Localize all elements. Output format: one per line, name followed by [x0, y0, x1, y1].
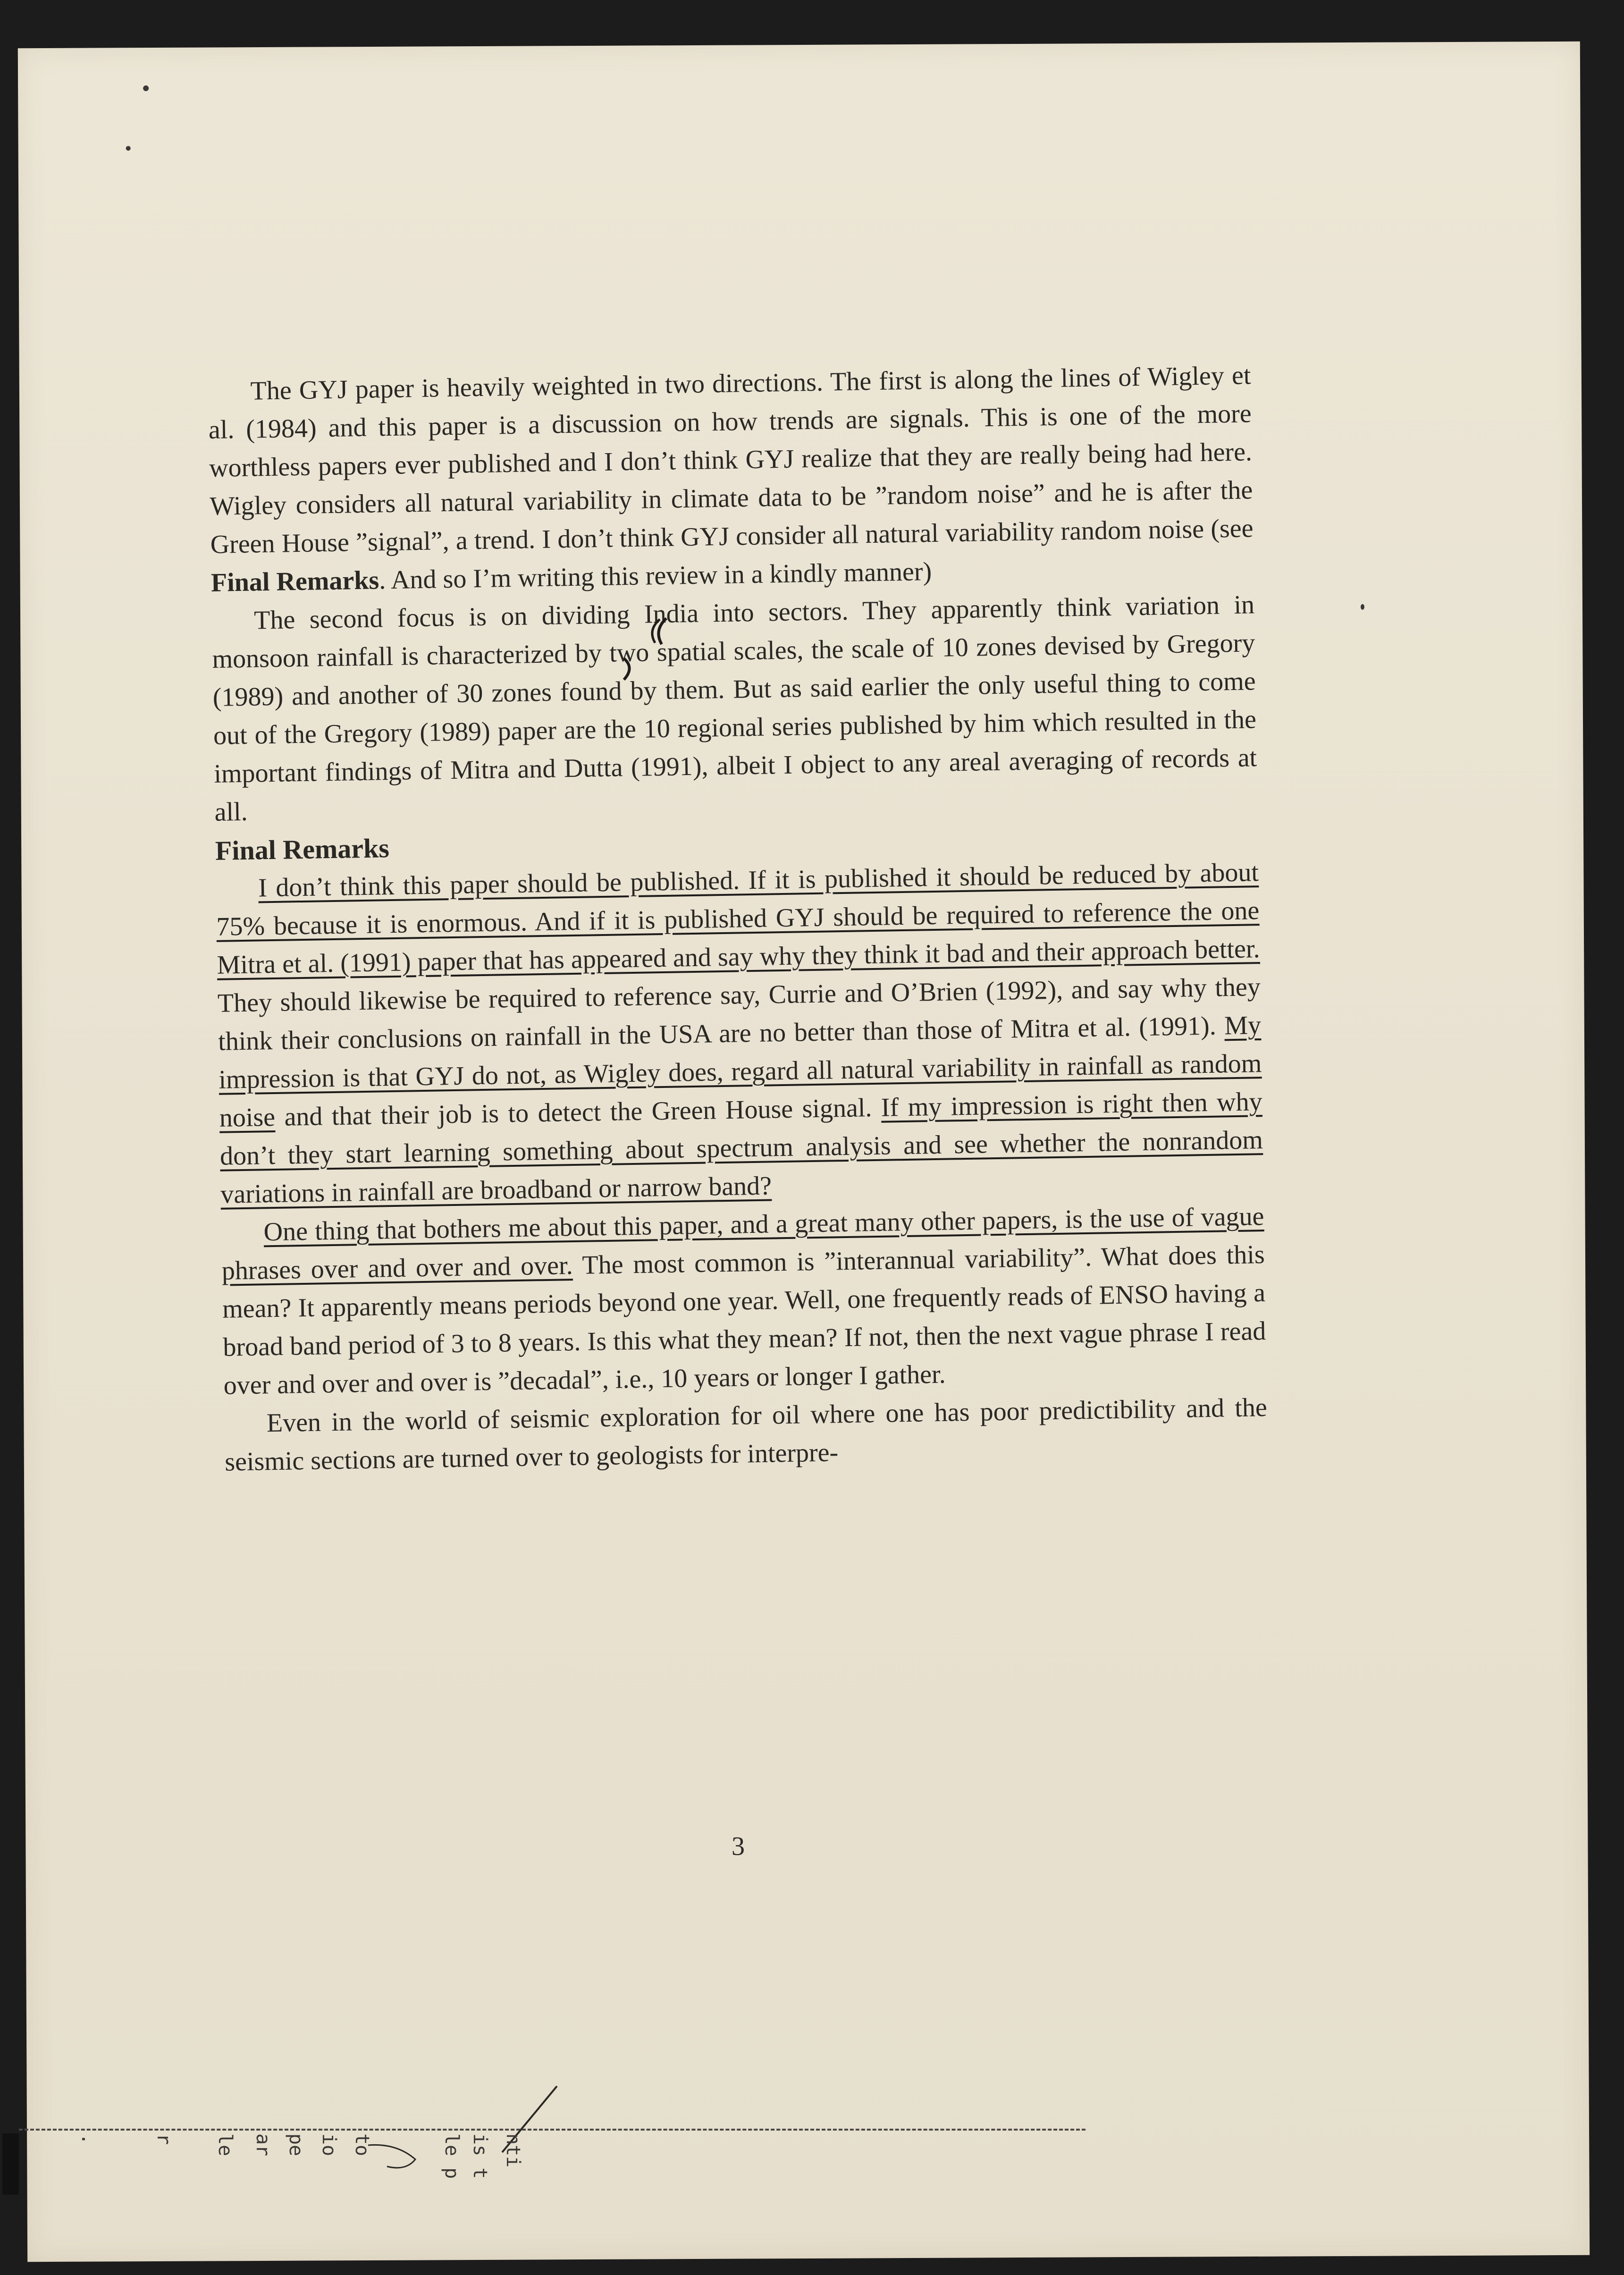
section-heading-final-remarks: Final Remarks — [215, 833, 390, 866]
underlined-passage: I don’t think this paper should be published. If it is published it should be reduced by about 75% because it is enormous. And if it is published GYJ should be required to reference the one Mitra et al. (1991) paper that has appeared and say why they think it bad and their approach better. — [216, 858, 1260, 980]
punch-mark — [1361, 604, 1364, 610]
paragraph-3-text: They should likewise be required to reference say, Currie and O’Brien (1992), and say why they think their conclusions on rainfall in the USA are no better than those of Mitra et al. (1991). — [217, 972, 1261, 1056]
stub-fragment: io — [318, 2133, 340, 2157]
paragraph-2: The second focus is on dividing India into sectors. They apparently think variation in monsoon rainfall is characterized by two spatial scales, the scale of 10 zones devised by Gregory (1989) and another of 30 zones found by them. But as said earlier the only useful thing to come out of the Gregory (1989) paper are the 10 regional series published by him which resulted in the important findings of Mitra and Dutta (1991), albeit I object to any areal averaging of records at all. — [212, 590, 1257, 827]
stub-fragment: le p — [441, 2133, 463, 2179]
underlined-passage: If my impression is right then why don’t they start learning something about spectrum analysis and see whether the nonrandom variations in rainfall are broadband or narrow band? — [219, 1087, 1263, 1209]
stub-fragment: . — [77, 2133, 99, 2145]
carbon-stub-strip — [19, 2115, 1104, 2199]
stub-fragment: ar — [252, 2133, 274, 2157]
underlined-passage: My impression is that GYJ do not, as Wigley does, regard all natural variability in rainfall as random noise — [219, 1011, 1262, 1133]
review-text — [208, 356, 1268, 1481]
paragraph-1-text: The GYJ paper is heavily weighted in two directions. The first is along the lines of Wigley et al. (1984) and this paper is a discussion on how trends are signals. This is one of the more worthless papers ever published and I don’t think GYJ realize that they are really being had here. Wigley considers all natural variability in climate data to be ”random noise” and he is after the Green House ”signal”, a trend. I don’t think GYJ consider all natural variability random noise (see — [208, 361, 1254, 559]
paragraph-1-text-end: . And so I’m writing this review in a kindly manner) — [379, 556, 932, 595]
page-number: 3 — [732, 1832, 745, 1861]
stub-fragment: nti — [502, 2133, 524, 2168]
punch-mark — [143, 85, 149, 91]
stub-fragment: pe — [285, 2133, 307, 2157]
stub-fragment: r — [153, 2133, 175, 2145]
paragraph-4-text: The most common is ”interannual variability”. What does this mean? It apparently means periods beyond one year. Well, one frequently reads of ENSO having a broad band period of 3 to 8 years. Is this what they mean? If not, then the next vague phrase I read over and over and over is ”decadal”, i.e., 10 years or longer I gather. — [222, 1240, 1266, 1400]
paragraph-3-text: and that their job is to detect the Green House signal. — [275, 1093, 882, 1132]
tear-line — [19, 2129, 1085, 2131]
scan-edge-mark — [2, 2133, 19, 2195]
stub-fragment: to — [351, 2133, 373, 2157]
stub-fragment: le — [214, 2133, 236, 2157]
paragraph-1-bold-reference: Final Remarks — [210, 565, 379, 598]
punch-mark — [126, 146, 131, 151]
paragraph-3 — [216, 853, 1264, 1214]
underlined-passage: One thing that bothers me about this paper, and a great many other papers, is the use of vague phrases over and over and over. — [221, 1202, 1264, 1286]
stub-fragment: is t — [469, 2133, 491, 2179]
paragraph-1 — [208, 356, 1254, 602]
paragraph-4 — [221, 1197, 1267, 1405]
paragraph-5: Even in the world of seismic exploration for oil where one has poor predictibility and the seismic sections are turned over to geologists for interpre- — [224, 1393, 1268, 1477]
